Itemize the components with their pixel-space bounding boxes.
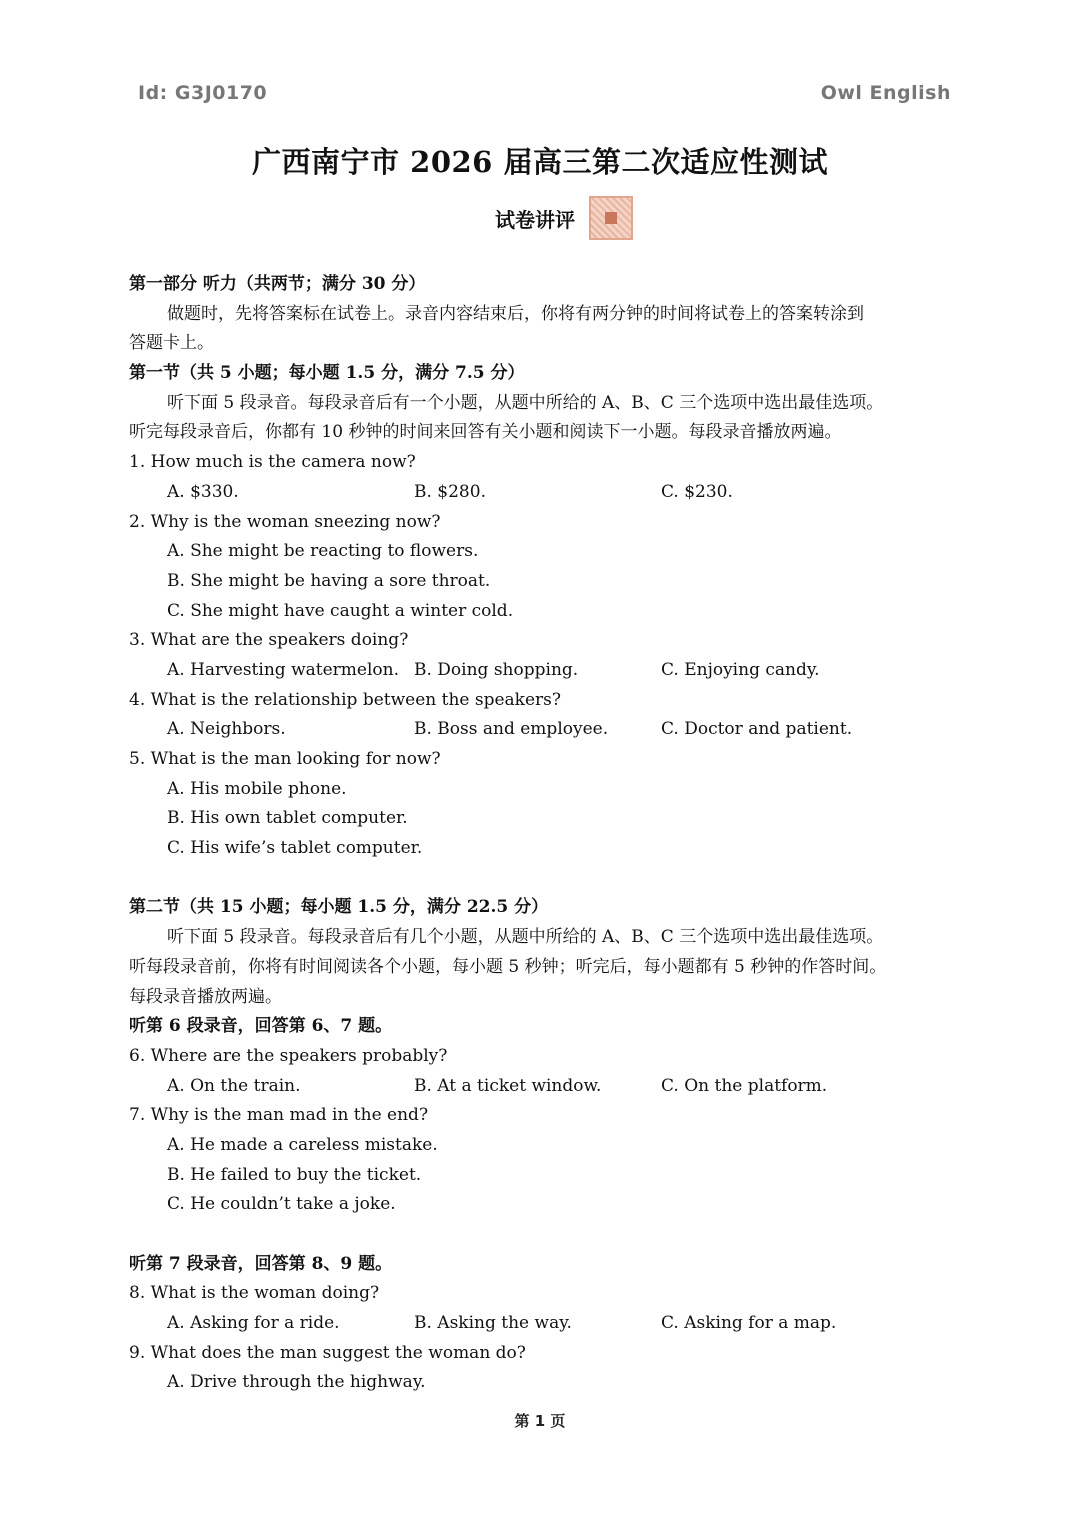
page-title: 广西南宁市 2026 届高三第二次适应性测试 (252, 145, 828, 179)
section1-intro-line1: 听下面 5 段录音。每段录音后有一个小题，从题中所给的 A、B、C 三个选项中选出最佳选项。 (167, 392, 884, 413)
part1-heading: 第一部分 听力（共两节；满分 30 分） (129, 274, 426, 294)
section2-heading: 第二节（共 15 小题；每小题 1.5 分，满分 22.5 分） (129, 897, 549, 918)
option-c: C. On the platform. (661, 1075, 828, 1096)
option-a: A. Neighbors. (167, 719, 286, 740)
option-c: C. Enjoying candy. (661, 659, 820, 680)
option-a: A. He made a careless mistake. (167, 1134, 438, 1155)
spacer (129, 864, 954, 894)
option-c: C. Doctor and patient. (661, 719, 853, 740)
question-2: 2. Why is the woman sneezing now? (129, 511, 441, 532)
option-a: A. Harvesting watermelon. (167, 659, 399, 680)
part1-intro-line2: 答题卡上。 (129, 333, 214, 354)
question-3: 3. What are the speakers doing? (129, 630, 409, 651)
option-b: B. Doing shopping. (414, 659, 579, 680)
section2-intro-line3: 每段录音播放两遍。 (129, 986, 282, 1007)
option-a: A. $330. (167, 481, 239, 502)
option-b: B. She might be having a sore throat. (167, 570, 491, 591)
qr-code-icon (589, 196, 633, 240)
question-4-options (129, 715, 954, 745)
question-1: 1. How much is the camera now? (129, 452, 416, 473)
brand-label: Owl English (820, 82, 951, 104)
option-a: A. On the train. (167, 1075, 301, 1096)
question-3-options (129, 656, 954, 686)
option-b: B. He failed to buy the ticket. (167, 1164, 422, 1185)
option-c: C. Asking for a map. (661, 1313, 837, 1334)
section2-intro-line1: 听下面 5 段录音。每段录音后有几个小题，从题中所给的 A、B、C 三个选项中选出最佳选项。 (167, 927, 884, 948)
spacer (129, 1220, 954, 1250)
question-6: 6. Where are the speakers probably? (129, 1045, 448, 1066)
option-a: A. Drive through the highway. (167, 1372, 426, 1393)
question-9: 9. What does the man suggest the woman do? (129, 1342, 526, 1363)
option-c: C. $230. (661, 481, 733, 502)
section1-heading: 第一节（共 5 小题；每小题 1.5 分，满分 7.5 分） (129, 363, 525, 384)
question-1-options (129, 478, 954, 508)
question-7: 7. Why is the man mad in the end? (129, 1105, 429, 1126)
option-a: A. His mobile phone. (167, 778, 347, 799)
subtitle: 试卷讲评 (495, 207, 575, 232)
option-b: B. Boss and employee. (414, 719, 609, 740)
section1-intro-line2: 听完每段录音后，你都有 10 秒钟的时间来回答有关小题和阅读下一小题。每段录音播放两遍。 (129, 422, 842, 443)
option-a: A. She might be reacting to flowers. (167, 541, 479, 562)
subtitle-row (0, 196, 1080, 240)
option-c: C. She might have caught a winter cold. (167, 600, 514, 621)
audio-7-heading: 听第 7 段录音，回答第 8、9 题。 (129, 1253, 393, 1274)
option-b: B. His own tablet computer. (167, 808, 408, 829)
audio-6-heading: 听第 6 段录音，回答第 6、7 题。 (129, 1016, 393, 1037)
part1-intro-line1: 做题时，先将答案标在试卷上。录音内容结束后，你将有两分钟的时间将试卷上的答案转涂到 (167, 303, 864, 324)
question-8: 8. What is the woman doing? (129, 1283, 380, 1304)
option-b: B. $280. (414, 481, 486, 502)
exam-content (129, 270, 954, 1398)
question-4: 4. What is the relationship between the speakers? (129, 689, 562, 710)
question-6-options (129, 1072, 954, 1102)
page-number: 第 1 页 (514, 1412, 566, 1430)
document-id: Id: G3J0170 (138, 82, 268, 104)
option-b: B. Asking the way. (414, 1313, 572, 1334)
option-c: C. His wife’s tablet computer. (167, 838, 423, 859)
question-5: 5. What is the man looking for now? (129, 749, 441, 769)
option-a: A. Asking for a ride. (167, 1313, 340, 1334)
section2-intro-line2: 听每段录音前，你将有时间阅读各个小题，每小题 5 秒钟；听完后，每小题都有 5 秒钟的作答时间。 (129, 956, 887, 977)
option-c: C. He couldn’t take a joke. (167, 1194, 396, 1215)
option-b: B. At a ticket window. (414, 1075, 602, 1096)
question-8-options (129, 1309, 954, 1339)
